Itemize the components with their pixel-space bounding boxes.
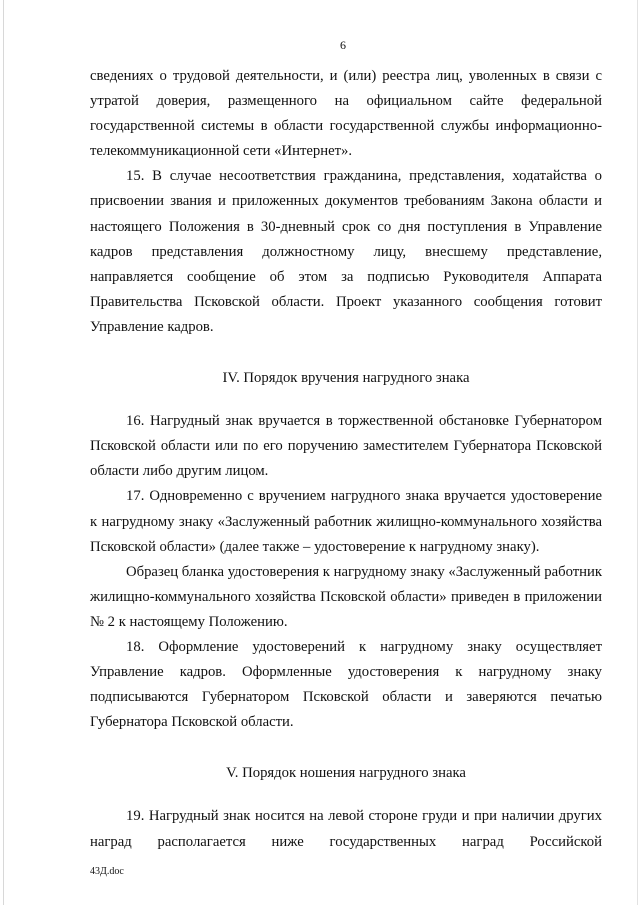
paragraph-16: 16. Нагрудный знак вручается в торжественной обстановке Губернатором Псковской области или по его поручению заместителем Губернатора Псковской области либо другим лицом.: [90, 413, 602, 480]
page-number: 6: [340, 38, 346, 52]
paragraph-18: 18. Оформление удостоверений к нагрудному знаку осуществляет Управление кадров. Оформленные удостоверения к нагрудному знаку подписываются Губернатором Псковской области и заверяются печатью Губернатора Псковской области.: [90, 638, 602, 731]
file-name-footer: 43Д.doc: [90, 866, 124, 877]
section-heading-v: V. Порядок ношения нагрудного знака: [226, 765, 466, 782]
paragraph-17: 17. Одновременно с вручением нагрудного знака вручается удостоверение к нагрудному знаку «Заслуженный работник жилищно-коммунального хозяйства Псковской области» (далее также – удостоверение к нагрудному знаку).: [90, 488, 602, 555]
paragraph-17-sample: Образец бланка удостоверения к нагрудному знаку «Заслуженный работник жилищно-коммунального хозяйства Псковской области» приведен в приложении № 2 к настоящему Положению.: [90, 563, 602, 630]
spacer: [90, 391, 602, 409]
document-body: [90, 64, 602, 855]
scan-edge-left: [3, 0, 4, 905]
spacer: [90, 340, 602, 366]
paragraph-continuation: сведениях о трудовой деятельности, и (или) реестра лиц, уволенных в связи с утратой доверия, размещенного на официальном сайте федеральной государственной системы в области государственной службы информационно-телекоммуникационной сети «Интернет».: [90, 68, 602, 160]
spacer: [90, 786, 602, 804]
spacer: [90, 735, 602, 761]
section-heading-iv: IV. Порядок вручения нагрудного знака: [222, 370, 470, 387]
paragraph-15: 15. В случае несоответствия гражданина, представления, ходатайства о присвоении звания и приложенных документов требованиям Закона области и настоящего Положения в 30-дневный срок со дня поступления в Управление кадров представления должностному лицу, внесшему представление, направляется сообщение об этом за подписью Руководителя Аппарата Правительства Псковской области. Проект указанного сообщения готовит Управление кадров.: [90, 168, 602, 335]
scan-edge-right: [637, 0, 638, 905]
paragraph-19: 19. Нагрудный знак носится на левой стороне груди и при наличии других наград располагается ниже государственных наград Российской: [90, 808, 602, 850]
